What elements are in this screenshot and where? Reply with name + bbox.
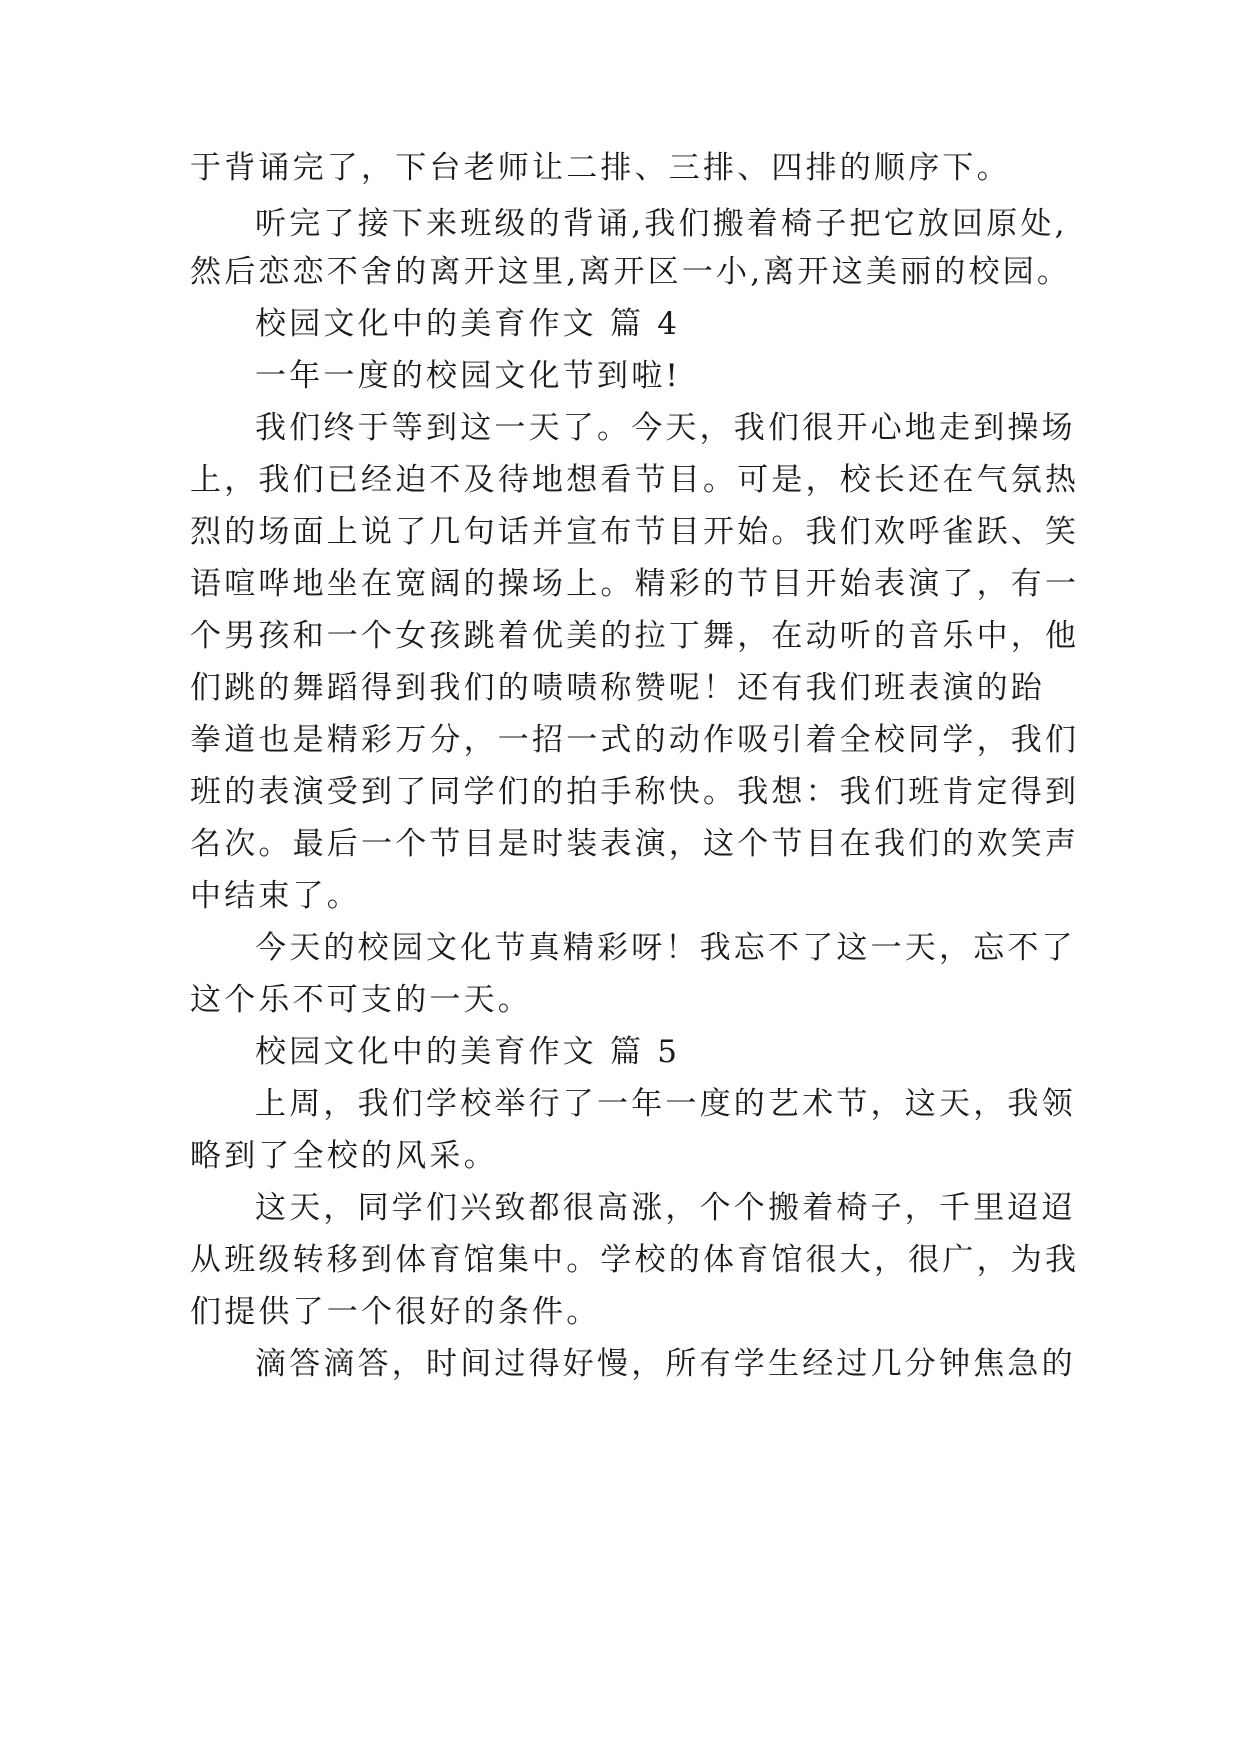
text-line: 今天的校园文化节真精彩呀！我忘不了这一天，忘不了 <box>255 930 1076 966</box>
text-line: 这个乐不可支的一天。 <box>190 982 532 1018</box>
text-line: 们跳的舞蹈得到我们的啧啧称赞呢！还有我们班表演的跆 <box>190 670 1045 706</box>
text-line: 们提供了一个很好的条件。 <box>190 1294 601 1330</box>
text-line: 这天，同学们兴致都很高涨，个个搬着椅子，千里迢迢 <box>255 1190 1076 1226</box>
text-line: 从班级转移到体育馆集中。学校的体育馆很大，很广，为我 <box>190 1242 1080 1278</box>
text-line: 略到了全校的风采。 <box>190 1138 498 1174</box>
text-line: 上周，我们学校举行了一年一度的艺术节，这天，我领 <box>255 1086 1076 1122</box>
section-heading: 校园文化中的美育作文 篇 5 <box>255 1034 681 1070</box>
text-line: 上，我们已经迫不及待地想看节目。可是，校长还在气氛热 <box>190 462 1080 498</box>
text-line: 我们终于等到这一天了。今天，我们很开心地走到操场 <box>255 410 1076 446</box>
text-line: 中结束了。 <box>190 878 361 914</box>
section-heading: 校园文化中的美育作文 篇 4 <box>255 306 681 342</box>
text-line: 烈的场面上说了几句话并宣布节目开始。我们欢呼雀跃、笑 <box>190 514 1080 550</box>
text-line: 一年一度的校园文化节到啦! <box>255 358 682 394</box>
text-line: 名次。最后一个节目是时装表演，这个节目在我们的欢笑声 <box>190 826 1080 862</box>
text-line: 然后恋恋不舍的离开这里,离开区一小,离开这美丽的校园。 <box>190 254 1072 290</box>
text-line: 语喧哗地坐在宽阔的操场上。精彩的节目开始表演了，有一 <box>190 566 1080 602</box>
text-line: 个男孩和一个女孩跳着优美的拉丁舞，在动听的音乐中，他 <box>190 618 1080 654</box>
text-line: 滴答滴答，时间过得好慢，所有学生经过几分钟焦急的 <box>255 1346 1076 1382</box>
text-line: 听完了接下来班级的背诵,我们搬着椅子把它放回原处, <box>255 206 1068 242</box>
text-line: 拳道也是精彩万分，一招一式的动作吸引着全校同学，我们 <box>190 722 1080 758</box>
text-line: 班的表演受到了同学们的拍手称快。我想：我们班肯定得到 <box>190 774 1080 810</box>
text-line: 于背诵完了，下台老师让二排、三排、四排的顺序下。 <box>190 150 1011 186</box>
